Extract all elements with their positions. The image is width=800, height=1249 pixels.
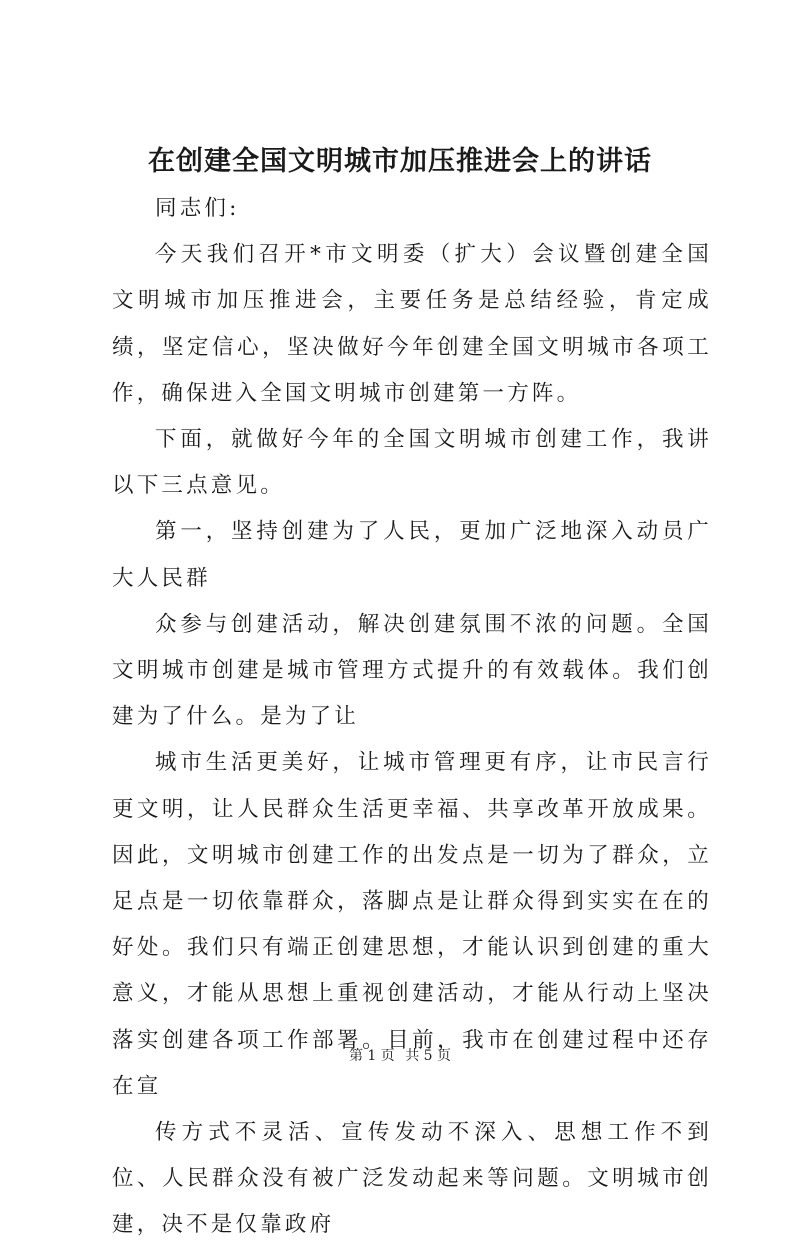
- paragraph-first-point: 第一，坚持创建为了人民，更加广泛地深入动员广大人民群: [112, 519, 712, 591]
- document-body: [112, 186, 712, 1249]
- paragraph-salutation: 同志们:: [155, 196, 240, 221]
- page-footer: [0, 1046, 800, 1066]
- paragraph-city-life: 城市生活更美好，让城市管理更有序，让市民言行更文明，让人民群众生活更幸福、共享改革开放成果。因此，文明城市创建工作的出发点是一切为了群众，立足点是一切依靠群众，落脚点是让群众得到实实在在的好处。我们只有端正创建思想，才能认识到创建的重大意义，才能从思想上重视创建活动，才能从行动上坚决落实创建各项工作部署。目前，我市在创建过程中还存在宣: [112, 750, 712, 1099]
- paragraph-intro: 今天我们召开*市文明委（扩大）会议暨创建全国文明城市加压推进会，主要任务是总结经验，肯定成绩，坚定信心，坚决做好今年创建全国文明城市各项工作，确保进入全国文明城市创建第一方阵。: [112, 242, 712, 406]
- page-total: 共 5 页: [405, 1048, 452, 1064]
- paragraph-outline: 下面，就做好今年的全国文明城市创建工作，我讲以下三点意见。: [112, 427, 712, 499]
- document-title: 在创建全国文明城市加压推进会上的讲话: [148, 146, 652, 177]
- page-number: 第 1 页: [348, 1048, 395, 1064]
- paragraph-first-point-continued: 众参与创建活动，解决创建氛围不浓的问题。全国文明城市创建是城市管理方式提升的有效载体。我们创建为了什么。是为了让: [112, 611, 712, 730]
- paragraph-publicity: 传方式不灵活、宣传发动不深入、思想工作不到位、人民群众没有被广泛发动起来等问题。文明城市创建，决不是仅靠政府: [112, 1120, 712, 1238]
